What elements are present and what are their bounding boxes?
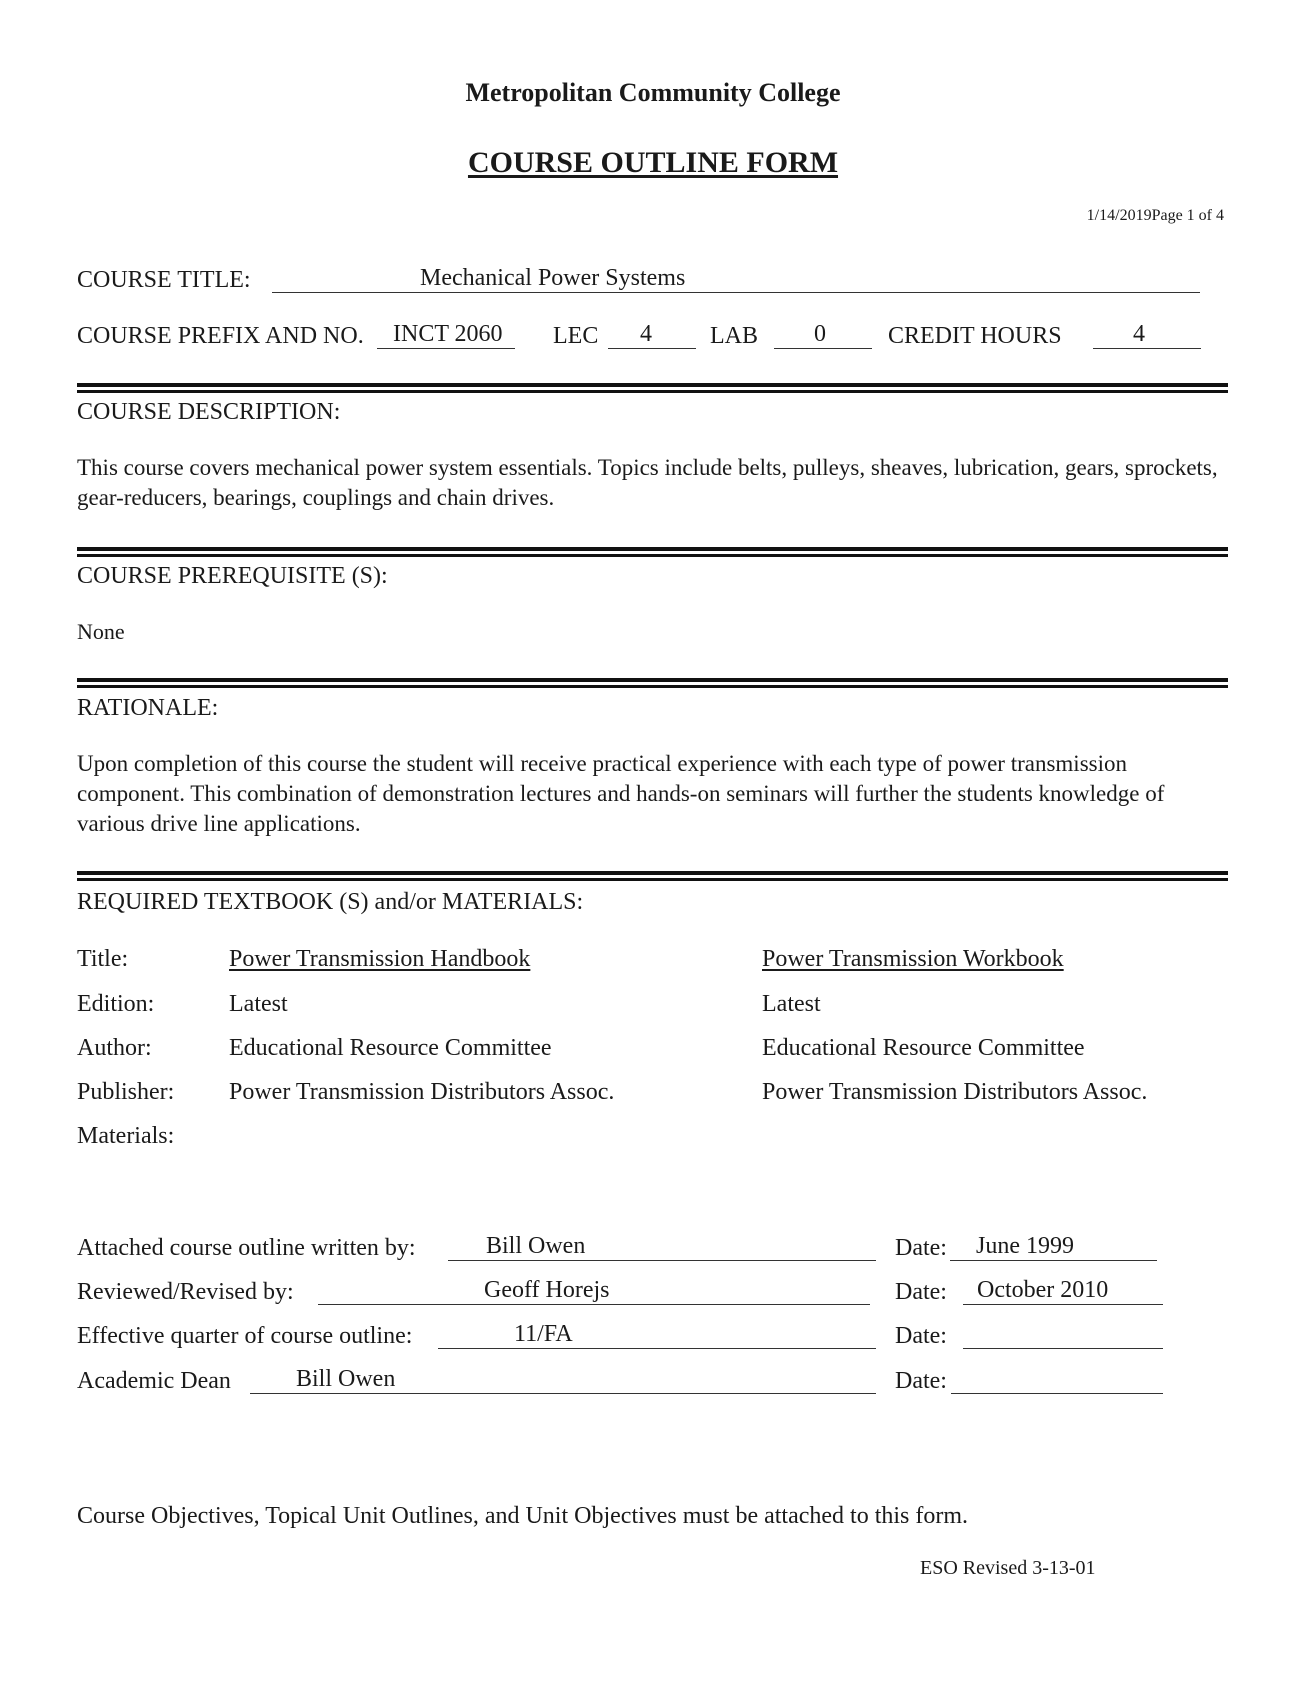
materials-label: Materials: [77, 1123, 175, 1149]
academic-dean-label: Academic Dean [77, 1368, 231, 1394]
reviewed-date-value: October 2010 [977, 1277, 1109, 1303]
page-stamp: 1/14/2019Page 1 of 4 [1086, 207, 1224, 224]
course-title-label: COURSE TITLE: [77, 267, 251, 293]
book-2-title: Power Transmission Workbook [762, 946, 1064, 972]
dean-date-label: Date: [895, 1368, 947, 1394]
course-prefix-value: INCT 2060 [393, 321, 503, 347]
course-description-text: This course covers mechanical power system essentials. Topics include belts, pulleys, sheaves, lubrication, gears, sprockets, gear-reducers, bearings, couplings and chain drives. [77, 455, 1218, 510]
effective-quarter-label: Effective quarter of course outline: [77, 1323, 413, 1349]
lab-value: 0 [814, 321, 826, 347]
course-title-field[interactable] [272, 264, 1200, 293]
section-divider [77, 383, 1228, 393]
effective-date-field[interactable] [963, 1320, 1163, 1349]
course-description-heading: COURSE DESCRIPTION: [77, 399, 341, 425]
lab-field[interactable] [774, 320, 872, 349]
academic-dean-value: Bill Owen [296, 1366, 396, 1392]
book-2-author: Educational Resource Committee [762, 1035, 1085, 1061]
section-divider [77, 547, 1228, 557]
written-date-label: Date: [895, 1235, 947, 1261]
credit-hours-value: 4 [1133, 321, 1145, 347]
credit-hours-label: CREDIT HOURS [888, 323, 1062, 349]
written-by-value: Bill Owen [486, 1233, 586, 1259]
book-1-author: Educational Resource Committee [229, 1035, 552, 1061]
book-author-label: Author: [77, 1035, 152, 1061]
course-prerequisite-text: None [77, 619, 125, 644]
reviewed-date-field[interactable] [963, 1276, 1163, 1305]
academic-dean-field[interactable] [250, 1365, 876, 1394]
reviewed-by-value: Geoff Horejs [484, 1277, 610, 1303]
section-divider [77, 678, 1228, 688]
revision-stamp: ESO Revised 3-13-01 [920, 1557, 1096, 1579]
rationale-text: Upon completion of this course the student will receive practical experience with each type of power transmission component. This combination of demonstration lectures and hands-on seminars will further the students knowledge of various drive line applications. [77, 751, 1165, 836]
rationale-heading: RATIONALE: [77, 695, 219, 721]
written-by-label: Attached course outline written by: [77, 1235, 416, 1261]
lab-label: LAB [710, 323, 758, 349]
course-prerequisite-heading: COURSE PREREQUISITE (S): [77, 563, 388, 589]
book-1-edition: Latest [229, 991, 288, 1017]
section-divider [77, 871, 1228, 881]
written-date-value: June 1999 [976, 1233, 1074, 1259]
attachment-note: Course Objectives, Topical Unit Outlines, and Unit Objectives must be attached to this form. [77, 1503, 969, 1529]
form-title: COURSE OUTLINE FORM [467, 146, 839, 179]
book-2-edition: Latest [762, 991, 821, 1017]
reviewed-date-label: Date: [895, 1279, 947, 1305]
reviewed-by-field[interactable] [318, 1276, 870, 1305]
lec-field[interactable] [608, 320, 696, 349]
institution-name: Metropolitan Community College [465, 78, 841, 107]
dean-date-field[interactable] [951, 1365, 1163, 1394]
course-prefix-label: COURSE PREFIX AND NO. [77, 323, 364, 349]
course-prefix-field[interactable] [377, 320, 515, 349]
credit-hours-field[interactable] [1093, 320, 1201, 349]
lec-label: LEC [553, 323, 599, 349]
written-by-field[interactable] [448, 1232, 876, 1261]
effective-quarter-field[interactable] [438, 1320, 876, 1349]
reviewed-by-label: Reviewed/Revised by: [77, 1279, 294, 1305]
book-title-label: Title: [77, 946, 129, 972]
book-publisher-label: Publisher: [77, 1079, 175, 1105]
lec-value: 4 [640, 321, 652, 347]
effective-date-label: Date: [895, 1323, 947, 1349]
book-1-title: Power Transmission Handbook [229, 946, 531, 972]
textbooks-heading: REQUIRED TEXTBOOK (S) and/or MATERIALS: [77, 889, 584, 915]
written-date-field[interactable] [950, 1232, 1157, 1261]
course-title-value: Mechanical Power Systems [420, 265, 686, 291]
book-1-publisher: Power Transmission Distributors Assoc. [229, 1079, 615, 1105]
book-edition-label: Edition: [77, 991, 155, 1017]
effective-quarter-value: 11/FA [514, 1321, 573, 1347]
book-2-publisher: Power Transmission Distributors Assoc. [762, 1079, 1148, 1105]
